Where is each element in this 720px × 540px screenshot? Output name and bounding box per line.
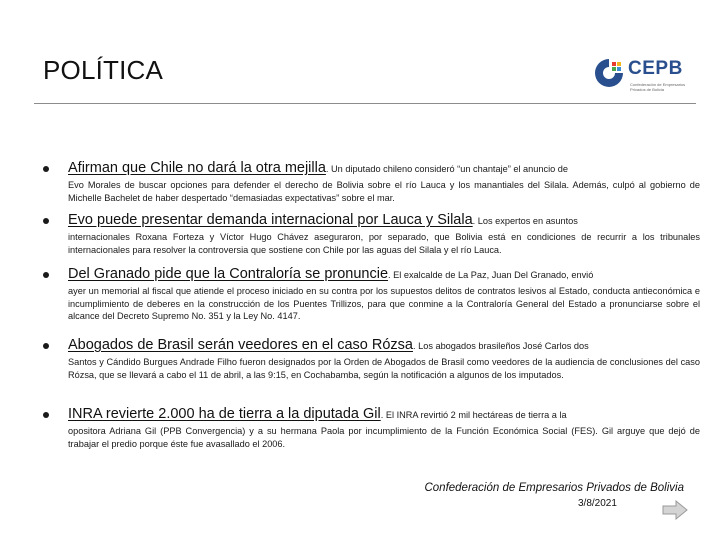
bullet-icon <box>43 343 49 349</box>
news-text: Santos y Cándido Burgues Andrade Filho fueron designados por la Orden de Abogados de Brasil como veedores de la audiencia de conclusiones del caso Rózsa, que se llevará a cabo el 11 de abril, a las 9:15, en Cochabamba, según la notificación a algunos de los imputados. <box>68 357 700 380</box>
news-headline-link[interactable]: Afirman que Chile no dará la otra mejilla <box>68 160 326 176</box>
cepb-logo <box>592 56 702 92</box>
news-lead: El INRA revirtió 2 mil hectáreas de tierra a la <box>385 410 567 420</box>
bullet-icon <box>43 166 49 172</box>
bullet-icon <box>43 272 49 278</box>
news-lead: Los expertos en asuntos <box>477 216 578 226</box>
news-headline-link[interactable]: INRA revierte 2.000 ha de tierra a la diputada Gil <box>68 406 381 422</box>
news-lead: Los abogados brasileños José Carlos dos <box>418 341 589 351</box>
news-headline-link[interactable]: Evo puede presentar demanda internacional por Lauca y Silala <box>68 212 473 228</box>
page-title: POLÍTICA <box>43 55 164 85</box>
news-item-body <box>68 266 700 323</box>
news-lead-line: Del Granado pide que la Contraloría se pronuncie. El exalcalde de La Paz, Juan Del Granado, envió <box>68 266 594 282</box>
news-lead-line: Evo puede presentar demanda internacional por Lauca y Silala. Los expertos en asuntos <box>68 212 578 228</box>
news-text: opositora Adriana Gil (PPB Convergencia) y a su hermana Paola por incumplimiento de la Función Económica Social (FES). Gil arguye que dejó de trabajar el predio porque éste fue avasallado el 2006. <box>68 426 700 449</box>
news-text: internacionales Roxana Forteza y Víctor Hugo Chávez aseguraron, por separado, que Bolivia está en condiciones de recurrir a los tribunales internacionales para resolver la controversia que sostiene con Chile por las aguas del Silala y el río Lauca. <box>68 232 700 255</box>
logo-tagline: Privados de Bolivia <box>630 87 665 92</box>
news-item-body <box>68 212 700 256</box>
news-lead: Un diputado chileno consideró “un chantaje” el anuncio de <box>331 164 569 174</box>
news-lead-line: Afirman que Chile no dará la otra mejilla. Un diputado chileno consideró “un chantaje” el anuncio de <box>68 160 569 176</box>
news-text: Evo Morales de buscar opciones para defender el derecho de Bolivia sobre el río Lauca y los manantiales del Silala. Además, culpó al gobierno de Michelle Bachelet de haber despertado “demasiadas expectativas” sobre el mar. <box>68 180 700 203</box>
news-lead-line: INRA revierte 2.000 ha de tierra a la diputada Gil. El INRA revirtió 2 mil hectáreas de tierra a la <box>68 406 567 422</box>
news-item-body <box>68 406 700 450</box>
news-lead-line: Abogados de Brasil serán veedores en el caso Rózsa. Los abogados brasileños José Carlos dos <box>68 337 589 353</box>
news-headline-link[interactable]: Abogados de Brasil serán veedores en el caso Rózsa <box>68 337 413 353</box>
footer-organization: Confederación de Empresarios Privados de Bolivia <box>424 482 684 494</box>
news-text: ayer un memorial al fiscal que atiende el proceso iniciado en su contra por los supuestos delitos de contratos lesivos al Estado, conducta antieconómica e incumplimiento de deberes en la construcción de los Puentes Trillizos, para que conmine a la Contraloría General del Estado a pronunciarse sobre el alcance del Decreto Supremo No. 351 y la Ley No. 4147. <box>68 286 700 322</box>
bullet-icon <box>43 412 49 418</box>
cepb-logo-mark-icon <box>592 56 626 90</box>
footer-date: 3/8/2021 <box>578 498 617 509</box>
news-headline-link[interactable]: Del Granado pide que la Contraloría se pronuncie <box>68 266 389 282</box>
logo-tagline: Confederación de Empresarios <box>630 82 686 87</box>
logo-wordmark: CEPB <box>628 58 683 79</box>
news-item-body <box>68 160 700 204</box>
bullet-icon <box>43 218 49 224</box>
news-lead: El exalcalde de La Paz, Juan Del Granado, envió <box>393 270 594 280</box>
slide-header <box>0 0 720 120</box>
header-divider <box>34 103 696 104</box>
next-slide-arrow-icon[interactable] <box>662 500 688 520</box>
news-item-body <box>68 337 700 381</box>
